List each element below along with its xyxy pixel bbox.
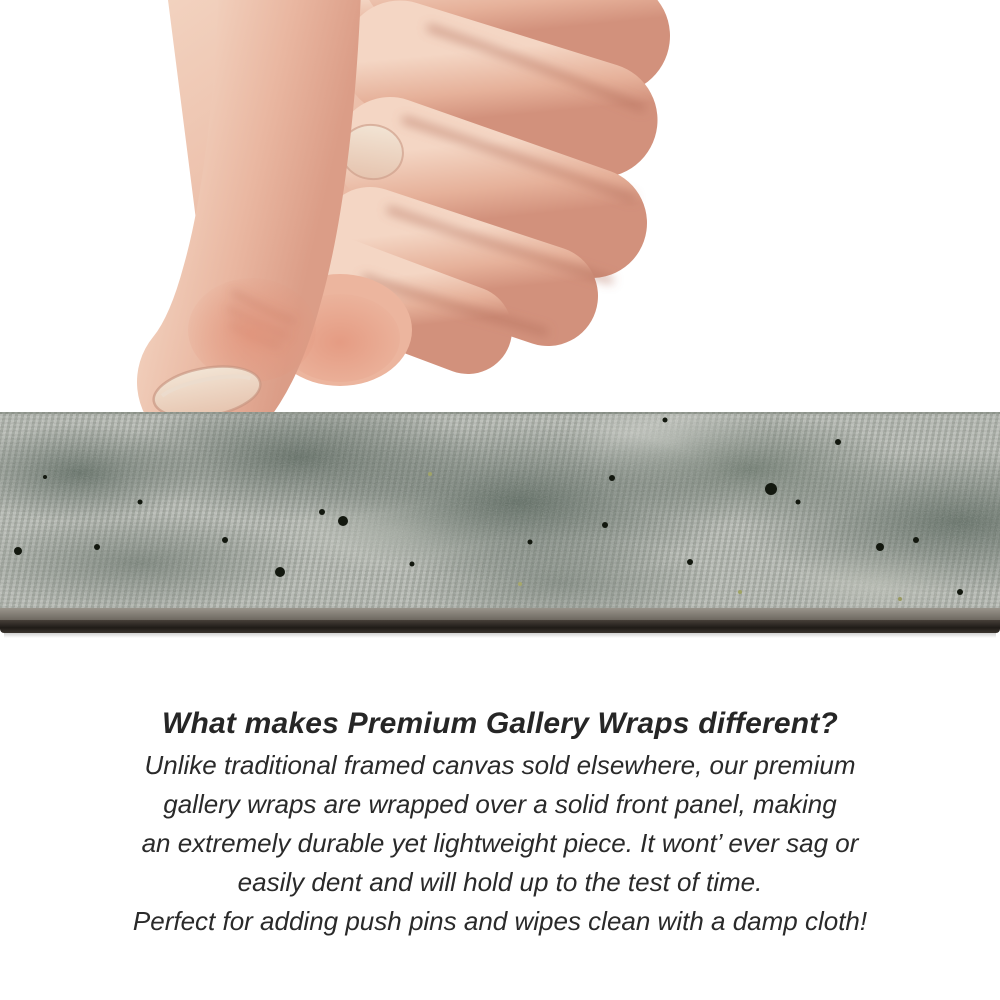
body-line-4: easily dent and will hold up to the test of time. [237,867,763,897]
canvas-drop-shadow [4,633,996,638]
body-line-5: Perfect for adding push pins and wipes clean with a damp cloth! [132,906,868,936]
canvas-primed-edge [0,608,1000,620]
canvas-dark-edge [0,620,1000,633]
heading: What makes Premium Gallery Wraps different? [161,707,839,740]
canvas-grain [0,414,1000,610]
hand-thumb-press-image [0,0,1000,424]
canvas-texture [0,412,1000,610]
body-line-1: Unlike traditional framed canvas sold elsewhere, our premium [144,750,856,780]
body-line-2: gallery wraps are wrapped over a solid front panel, making [163,789,837,819]
thumb-pad-blush [188,278,316,382]
canvas-grain-overlay [0,414,1000,610]
body-line-3: an extremely durable yet lightweight piece. It wont’ ever sag or [141,828,859,858]
marketing-text-block [0,702,1000,941]
canvas-edge-strip [0,412,1000,638]
